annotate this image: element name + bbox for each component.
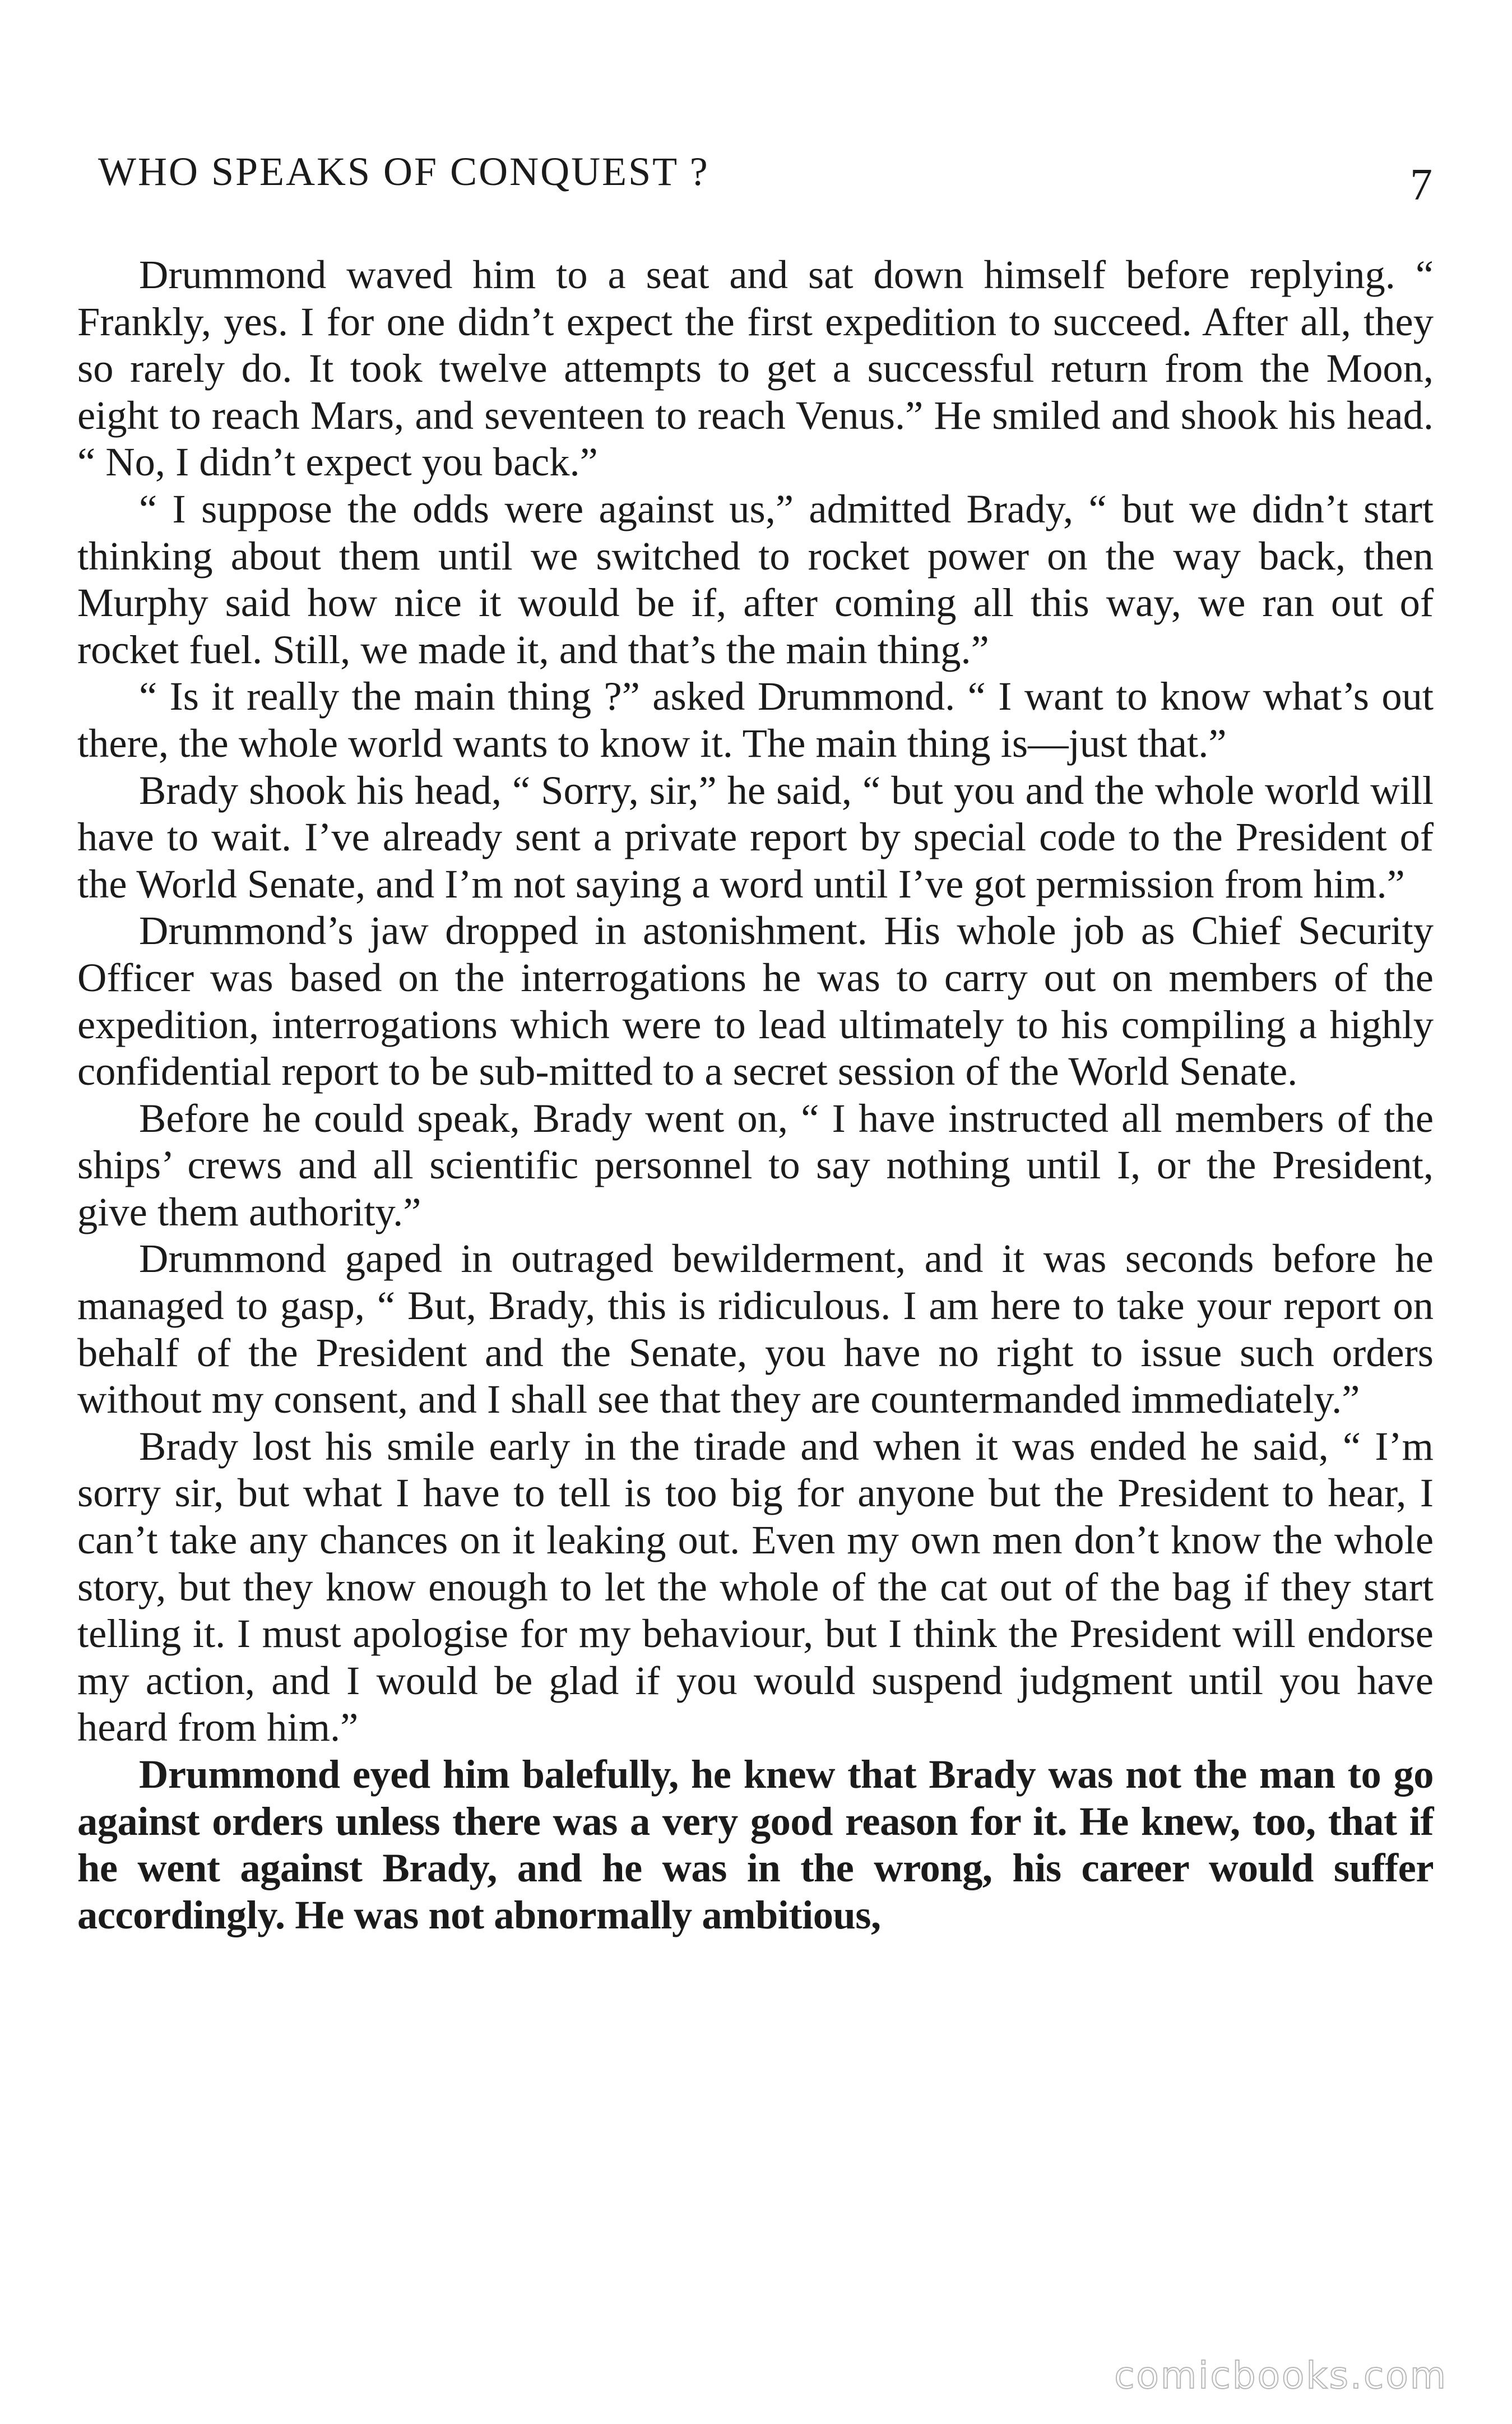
- paragraph: Before he could speak, Brady went on, “ I have instructed all members of the ships’ crews and all scientific personnel to say nothing until I, or the President, give them authority.”: [77, 1095, 1434, 1234]
- watermark: comicbooks.com: [1114, 2354, 1448, 2397]
- paragraph: Brady lost his smile early in the tirade and when it was ended he said, “ I’m sorry sir, but what I have to tell is too big for anyone but the President to hear, I can’t take any chances on it leaking out. Even my own men don’t know the whole story, but they know enough to let the whole of the cat out of the bag if they start telling it. I must apologise for my behaviour, but I think the President will endorse my action, and I would be glad if you would suspend judgment until you have heard from him.”: [77, 1423, 1434, 1750]
- running-title: WHO SPEAKS OF CONQUEST ?: [98, 149, 709, 194]
- paragraph: Brady shook his head, “ Sorry, sir,” he said, “ but you and the whole world will have to wait. I’ve already sent a private report by special code to the President of the World Senate, and I’m not saying a word until I’ve got permission from him.”: [77, 767, 1434, 906]
- paragraph: Drummond eyed him balefully, he knew that Brady was not the man to go against orders unless there was a very good reason for it. He knew, too, that if he went against Brady, and he was in the wrong, his career would suffer accordingly. He was not abnormally ambitious,: [77, 1751, 1434, 1937]
- paragraph: Drummond’s jaw dropped in astonishment. His whole job as Chief Security Officer was based on the interrogations he was to carry out on members of the expedition, interrogations which were to lead ultimately to his compiling a highly confidential report to be sub-mitted to a secret session of the World Senate.: [77, 908, 1434, 1094]
- paragraph: “ I suppose the odds were against us,” admitted Brady, “ but we didn’t start thinking about them until we switched to rocket power on the way back, then Murphy said how nice it would be if, after coming all this way, we ran out of rocket fuel. Still, we made it, and that’s the main thing.”: [77, 485, 1434, 672]
- body-text: [77, 251, 1434, 1938]
- paragraph: Drummond waved him to a seat and sat down himself before replying. “ Frankly, yes. I for one didn’t expect the first expedition to succeed. After all, they so rarely do. It took twelve attempts to get a successful return from the Moon, eight to reach Mars, and seventeen to reach Venus.” He smiled and shook his head. “ No, I didn’t expect you back.”: [77, 252, 1434, 485]
- page-number: 7: [1410, 160, 1432, 210]
- paragraph: Drummond gaped in outraged bewilderment, and it was seconds before he managed to gasp, “ But, Brady, this is ridiculous. I am here to take your report on behalf of the President and the Senate, you have no right to issue such orders without my consent, and I shall see that they are countermanded immediately.”: [77, 1236, 1434, 1422]
- paragraph: “ Is it really the main thing ?” asked Drummond. “ I want to know what’s out there, the whole world wants to know it. The main thing is—just that.”: [77, 673, 1434, 766]
